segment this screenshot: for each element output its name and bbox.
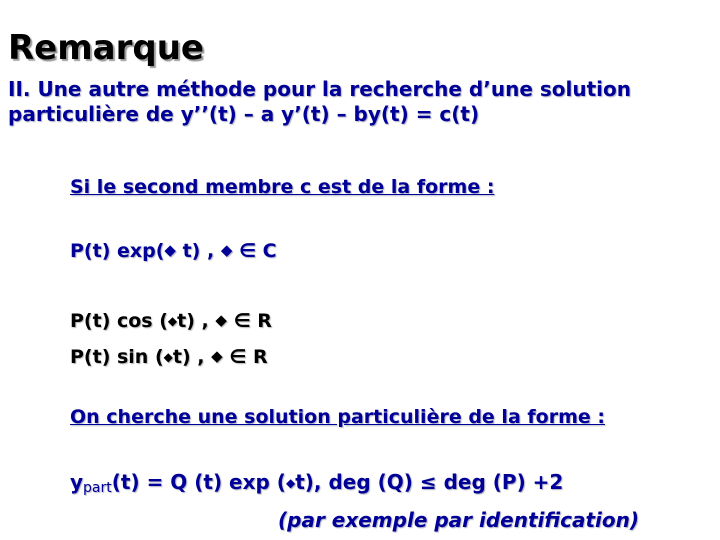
diamond-icon: ◆ [163,350,173,364]
heading-solution-form: On cherche une solution particulière de la forme : [70,406,605,428]
heading-second-member: Si le second membre c est de la forme : [70,176,495,198]
diamond-icon: ◆ [285,476,296,490]
element-of-icon: ∈ [229,346,247,368]
less-or-equal-icon: ≤ [419,470,437,494]
identification-note: (par exemple par identification) [278,508,640,532]
formula-subscript: part [83,480,112,496]
case-exp-pre: P(t) exp( [70,240,165,262]
diamond-icon: ◆ [211,347,223,365]
case-exp-mid: t) , [175,240,215,262]
case-exp-post: C [256,240,277,262]
case-sin-mid: t) , [172,346,205,368]
case-cos-line [70,310,272,332]
case-cos-mid: t) , [177,310,209,332]
element-of-icon: ∈ [233,310,251,332]
diamond-icon: ◆ [220,241,233,259]
formula-part1: (t) = Q (t) exp ( [111,470,286,494]
case-sin-line [70,346,268,368]
element-of-icon: ∈ [238,240,257,262]
case-sin-pre: P(t) sin ( [70,346,164,368]
slide-title: Remarque [8,28,204,68]
formula-y: y [70,470,84,494]
diamond-icon: ◆ [164,241,176,259]
particular-solution-formula [70,470,563,496]
case-exp-line [70,240,277,262]
diamond-icon: ◆ [167,314,178,328]
slide-subtitle: II. Une autre méthode pour la recherche d’une solution particulière de y’’(t) – a y’(t) – by(t) = c(t) [8,77,631,126]
formula-part3: deg (P) +2 [436,470,564,494]
case-cos-pre: P(t) cos ( [70,310,168,332]
diamond-icon: ◆ [215,311,227,329]
case-cos-post: R [250,310,272,332]
case-sin-post: R [246,346,268,368]
formula-part2: t), deg (Q) [295,470,413,494]
